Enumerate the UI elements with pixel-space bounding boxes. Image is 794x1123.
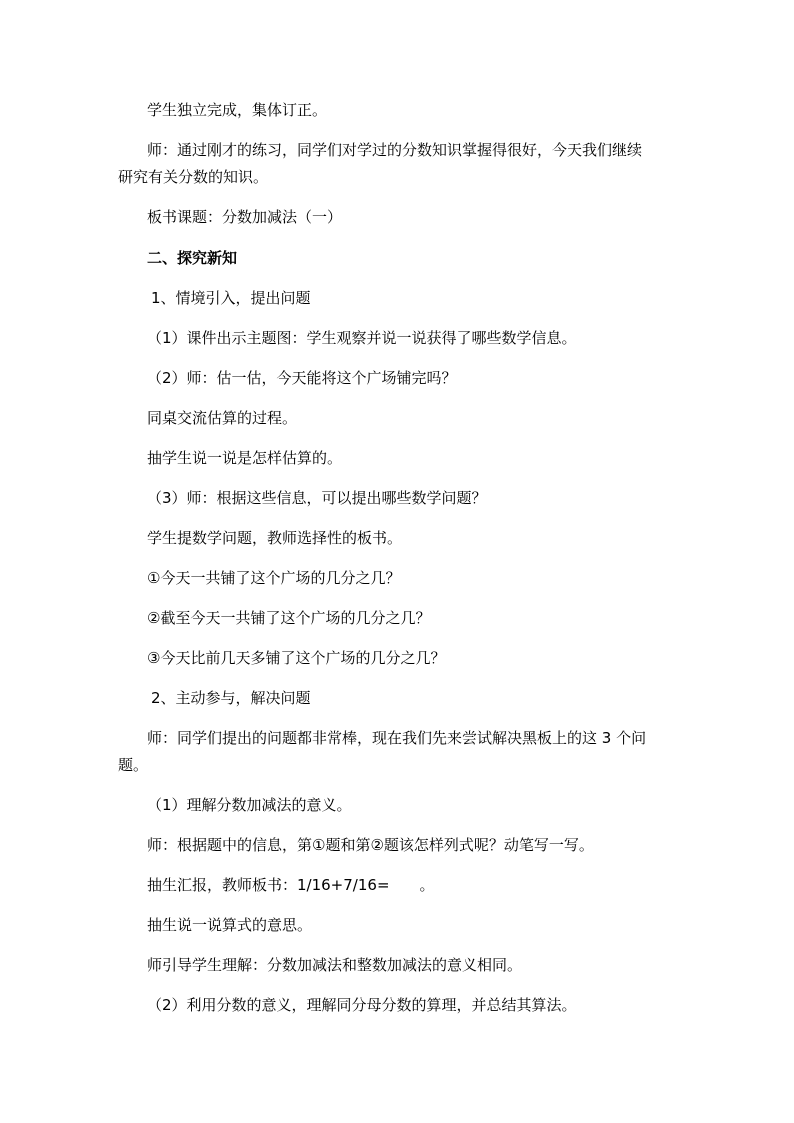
paragraph-continuation: 研究有关分数的知识。	[118, 168, 269, 186]
paragraph: 板书课题：分数加减法（一）	[147, 208, 343, 226]
paragraph-continuation: 题。	[118, 756, 149, 774]
paragraph: 师：根据题中的信息，第①题和第②题该怎样列式呢？动笔写一写。	[147, 836, 594, 854]
paragraph: 抽学生说一说是怎样估算的。	[147, 449, 343, 467]
list-item: ①今天一共铺了这个广场的几分之几？	[147, 569, 401, 587]
paragraph: 师：通过刚才的练习，同学们对学过的分数知识掌握得很好，今天我们继续	[147, 141, 643, 159]
paragraph: （2）师：估一估，今天能将这个广场铺完吗？	[147, 369, 457, 387]
subsection-heading: 1、情境引入，提出问题	[151, 289, 311, 307]
paragraph: 抽生汇报，教师板书：1/16+7/16= 。	[147, 876, 435, 894]
subsection-heading: 2、主动参与，解决问题	[151, 689, 311, 707]
paragraph: （1）理解分数加减法的意义。	[147, 796, 352, 814]
list-item: ③今天比前几天多铺了这个广场的几分之几？	[147, 649, 446, 667]
paragraph: 抽生说一说算式的意思。	[147, 916, 313, 934]
paragraph: （2）利用分数的意义，理解同分母分数的算理，并总结其算法。	[147, 996, 577, 1014]
paragraph: （3）师：根据这些信息，可以提出哪些数学问题？	[147, 489, 487, 507]
paragraph: 学生独立完成，集体订正。	[147, 101, 328, 119]
list-item: ②截至今天一共铺了这个广场的几分之几？	[147, 609, 431, 627]
paragraph: 师引导学生理解：分数加减法和整数加减法的意义相同。	[147, 956, 523, 974]
paragraph: 同桌交流估算的过程。	[147, 409, 298, 427]
section-heading: 二、探究新知	[147, 249, 238, 267]
paragraph: 师：同学们提出的问题都非常棒，现在我们先来尝试解决黑板上的这 3 个问	[147, 729, 647, 747]
paragraph: 学生提数学问题，教师选择性的板书。	[147, 529, 403, 547]
paragraph: （1）课件出示主题图：学生观察并说一说获得了哪些数学信息。	[147, 329, 577, 347]
